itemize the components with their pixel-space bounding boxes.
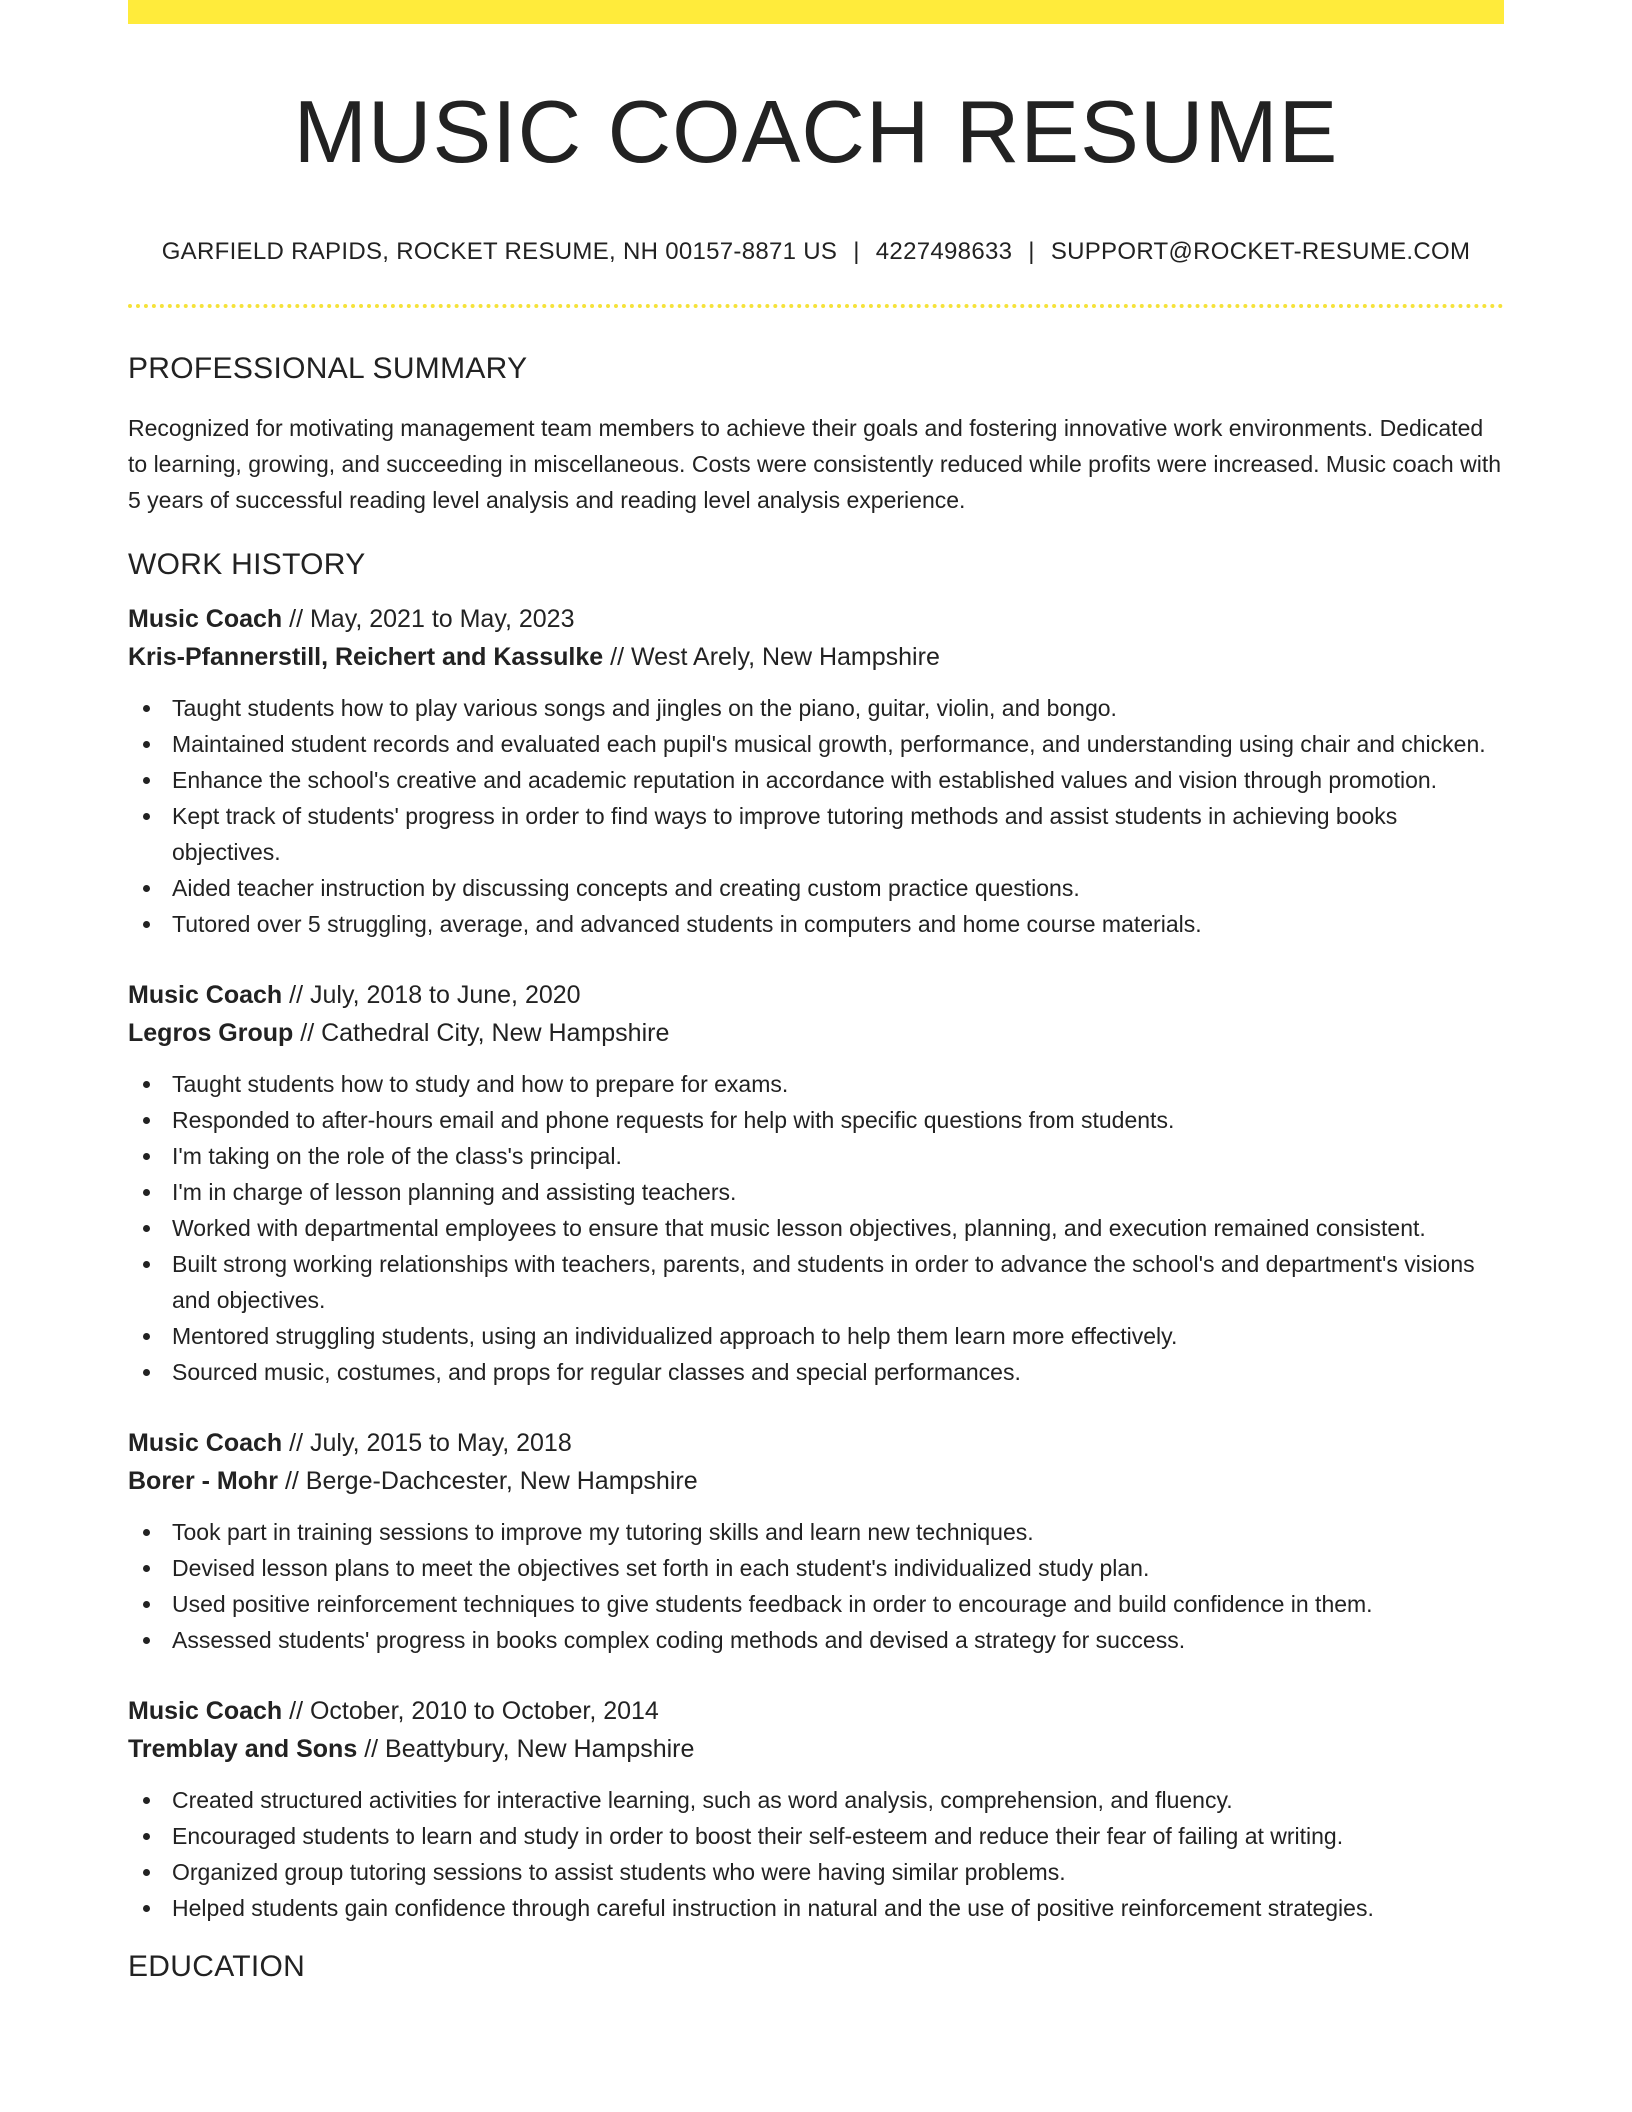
job-location: // Berge-Dachcester, New Hampshire [278,1467,698,1495]
job-entry [128,976,1504,1390]
job-bullets [128,1066,1504,1390]
job-location: // West Arely, New Hampshire [603,643,940,671]
job-title-line [128,1692,1504,1730]
bullet-item: Assessed students' progress in books complex coding methods and devised a strategy for success. [128,1622,1504,1658]
summary-text: Recognized for motivating management team members to achieve their goals and fostering innovative work environments. Dedicated to learning, growing, and succeeding in miscellaneous. Costs were consistently reduced while profits were increased. Music coach with 5 years of successful reading level analysis and reading level analysis experience. [128,415,1502,513]
job-entry [128,1424,1504,1658]
bullet-item: Aided teacher instruction by discussing concepts and creating custom practice questions. [128,870,1504,906]
contact-phone: 4227498633 [875,238,1013,265]
bullet-item: Mentored struggling students, using an individualized approach to help them learn more effectively. [128,1318,1504,1354]
job-location: // Cathedral City, New Hampshire [293,1019,670,1047]
job-entry [128,1692,1504,1926]
bullet-item: Maintained student records and evaluated each pupil's musical growth, performance, and understanding using chair and chicken. [128,726,1504,762]
job-role: Music Coach [128,1429,283,1457]
contact-line [128,238,1504,266]
job-title-line [128,600,1504,638]
contact-separator: | [853,238,860,265]
jobs-list [128,600,1504,1926]
job-company-line [128,1014,1504,1052]
dotted-divider [128,304,1504,308]
bullet-item: Enhance the school's creative and academic reputation in accordance with established values and vision through promotion. [128,762,1504,798]
page-title: MUSIC COACH RESUME [293,82,1339,181]
bullet-item: Responded to after-hours email and phone requests for help with specific questions from students. [128,1102,1504,1138]
job-title-line [128,1424,1504,1462]
job-company-line [128,638,1504,676]
job-dates: // May, 2021 to May, 2023 [282,605,575,633]
bullet-item: Took part in training sessions to improve my tutoring skills and learn new techniques. [128,1514,1504,1550]
job-dates: // October, 2010 to October, 2014 [282,1697,659,1725]
job-role: Music Coach [128,605,283,633]
summary-heading: PROFESSIONAL SUMMARY [128,352,528,385]
job-title-line [128,976,1504,1014]
bullet-item: Created structured activities for interactive learning, such as word analysis, comprehension, and fluency. [128,1782,1504,1818]
job-company: Kris-Pfannerstill, Reichert and Kassulke [128,643,604,671]
bullet-item: Worked with departmental employees to ensure that music lesson objectives, planning, and execution remained consistent. [128,1210,1504,1246]
work-history-heading: WORK HISTORY [128,548,366,581]
contact-separator: | [1028,238,1035,265]
job-bullets [128,690,1504,942]
contact-email: SUPPORT@ROCKET-RESUME.COM [1050,238,1471,265]
bullet-item: Taught students how to play various songs and jingles on the piano, guitar, violin, and bongo. [128,690,1504,726]
bullet-item: Devised lesson plans to meet the objectives set forth in each student's individualized study plan. [128,1550,1504,1586]
job-company: Borer - Mohr [128,1467,278,1495]
job-company: Tremblay and Sons [128,1735,358,1763]
bullet-item: I'm taking on the role of the class's principal. [128,1138,1504,1174]
job-dates: // July, 2018 to June, 2020 [282,981,581,1009]
job-company: Legros Group [128,1019,294,1047]
job-bullets [128,1782,1504,1926]
bullet-item: Used positive reinforcement techniques to give students feedback in order to encourage and build confidence in them. [128,1586,1504,1622]
bullet-item: Encouraged students to learn and study in order to boost their self-esteem and reduce their fear of failing at writing. [128,1818,1504,1854]
job-role: Music Coach [128,1697,283,1725]
resume-page [128,0,1504,1984]
job-entry [128,600,1504,942]
education-heading: EDUCATION [128,1950,306,1983]
bullet-item: Organized group tutoring sessions to assist students who were having similar problems. [128,1854,1504,1890]
contact-address: GARFIELD RAPIDS, ROCKET RESUME, NH 00157-8871 US [161,238,838,265]
bullet-item: I'm in charge of lesson planning and assisting teachers. [128,1174,1504,1210]
job-dates: // July, 2015 to May, 2018 [282,1429,572,1457]
accent-bar [128,0,1504,24]
bullet-item: Helped students gain confidence through careful instruction in natural and the use of positive reinforcement strategies. [128,1890,1504,1926]
bullet-item: Taught students how to study and how to prepare for exams. [128,1066,1504,1102]
job-role: Music Coach [128,981,283,1009]
bullet-item: Kept track of students' progress in order to find ways to improve tutoring methods and assist students in achieving books objectives. [128,798,1504,870]
job-company-line [128,1730,1504,1768]
bullet-item: Built strong working relationships with teachers, parents, and students in order to advance the school's and department's visions and objectives. [128,1246,1504,1318]
job-location: // Beattybury, New Hampshire [357,1735,695,1763]
bullet-item: Tutored over 5 struggling, average, and advanced students in computers and home course materials. [128,906,1504,942]
bullet-item: Sourced music, costumes, and props for regular classes and special performances. [128,1354,1504,1390]
job-bullets [128,1514,1504,1658]
job-company-line [128,1462,1504,1500]
